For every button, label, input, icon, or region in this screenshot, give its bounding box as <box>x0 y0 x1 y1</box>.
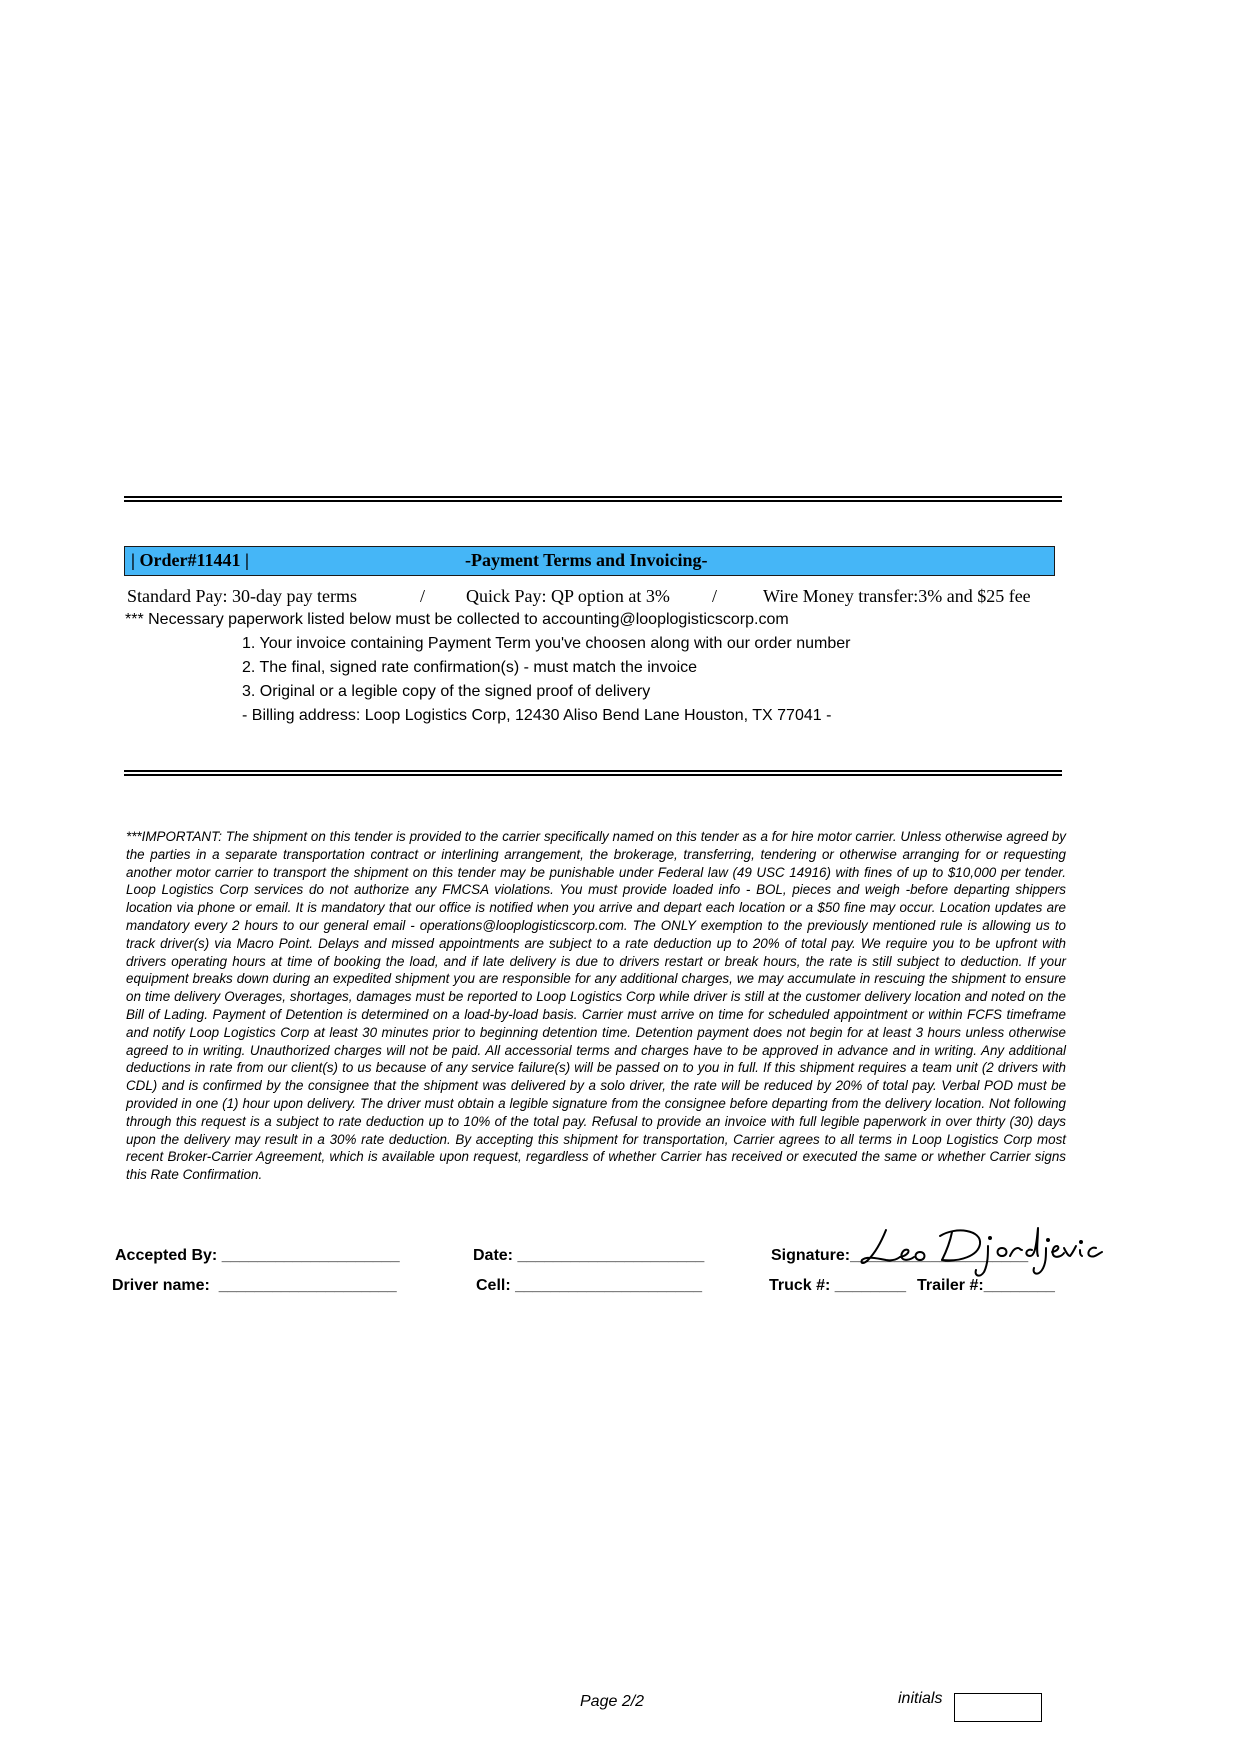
initials-box[interactable] <box>954 1693 1042 1722</box>
section-title: -Payment Terms and Invoicing- <box>465 550 708 570</box>
page-number: Page 2/2 <box>580 1693 645 1710</box>
top-divider <box>124 496 1062 502</box>
legal-notice: ***IMPORTANT: The shipment on this tender is provided to the carrier specifically named on this tender as a for hire motor carrier. Unless otherwise agreed by the parties in a separate transportation contract or interlining arrangement, the brokerage, transferring, tendering or otherwise arranging for or requesting another motor carrier to transport the shipment on this tender may be punishable under Federal law (49 USC 14916) with fines of up to $10,000 per tender. Loop Logistics Corp services do not authorize any FMCSA violations. You must provide loaded info - BOL, pieces and weigh -before departing shippers location via phone or email. It is mandatory that our office is notified when you arrive and depart each location or a $50 fine may occur. Location updates are mandatory every 2 hours to our general email - operations@looplogisticscorp.com. The ONLY exemption to the previously mentioned rule is allowing us to track driver(s) via Macro Point. Delays and missed appointments are subject to a rate deduction up to 20% of total pay. We require you to be upfront with drivers operating hours at time of booking the load, and if late delivery is due to drivers restart or break hours, the rate is still subject to deduction. If your equipment breaks down during an expedited shipment you are responsible for any additional charges, we may accumulate in rescuing the shipment to ensure on time delivery Overages, shortages, damages must be reported to Loop Logistics Corp while driver is still at the customer delivery location and noted on the Bill of Lading. Payment of Detention is determined on a load-by-load basis. Carrier must arrive on time for scheduled appointment or within FCFS timeframe and notify Loop Logistics Corp at least 30 minutes prior to beginning detention time. Detention payment does not begin for at least 3 hours unless otherwise agreed to in writing. Unauthorized charges will not be paid. All accessorial terms and charges have to be approved in advance and in writing. Any additional deductions in rate from our client(s) to us because of any service failure(s) will be passed on to you in full. If this shipment requires a team unit (2 drivers with CDL) and is confirmed by the consignee that the shipment was delivered by a solo driver, the rate will be reduced by 20% of total pay. Verbal POD must be provided in one (1) hour upon delivery. The driver must obtain a legible signature from the consignee before departing from the delivery location. Not following through this request is a subject to rate deduction up to 10% of the total pay. Refusal to provide an invoice with full legible paperwork in over thirty (30) days upon the delivery may result in a 30% rate deduction. By accepting this shipment for transportation, Carrier agrees to all terms in Loop Logistics Corp most recent Broker-Carrier Agreement, which is available upon request, regardless of whether Carrier has received or executed the same or whether Carrier signs this Rate Confirmation. <box>126 829 1066 1183</box>
accepted-by-field[interactable]: Accepted By: ____________________ <box>115 1247 400 1264</box>
standard-pay: Standard Pay: 30-day pay terms <box>127 586 357 606</box>
initials-label: initials <box>898 1690 943 1707</box>
requirement-item: 3. Original or a legible copy of the signed proof of delivery <box>242 683 651 700</box>
date-field[interactable]: Date: _____________________ <box>473 1247 705 1264</box>
separator: / <box>420 586 426 606</box>
quick-pay: Quick Pay: QP option at 3% <box>466 586 670 606</box>
order-number: | Order#11441 | <box>131 550 249 570</box>
wire-transfer: Wire Money transfer:3% and $25 fee <box>763 586 1031 606</box>
paperwork-note: *** Necessary paperwork listed below must be collected to accounting@looplogisticscorp.com <box>125 611 789 628</box>
bottom-divider <box>124 770 1062 776</box>
truck-field[interactable]: Truck #: ________ <box>769 1277 906 1294</box>
handwritten-signature <box>856 1220 1106 1280</box>
requirement-item: 1. Your invoice containing Payment Term you've choosen along with our order number <box>242 635 851 652</box>
billing-address: - Billing address: Loop Logistics Corp, 12430 Aliso Bend Lane Houston, TX 77041 - <box>242 707 832 724</box>
signature-field[interactable]: Signature:____________________ <box>771 1247 1029 1264</box>
payment-terms-header <box>124 546 1055 576</box>
separator: / <box>712 586 718 606</box>
cell-field[interactable]: Cell: _____________________ <box>476 1277 702 1294</box>
driver-name-field[interactable]: Driver name: ____________________ <box>112 1277 397 1294</box>
trailer-field[interactable]: Trailer #:________ <box>917 1277 1055 1294</box>
requirement-item: 2. The final, signed rate confirmation(s) - must match the invoice <box>242 659 698 676</box>
